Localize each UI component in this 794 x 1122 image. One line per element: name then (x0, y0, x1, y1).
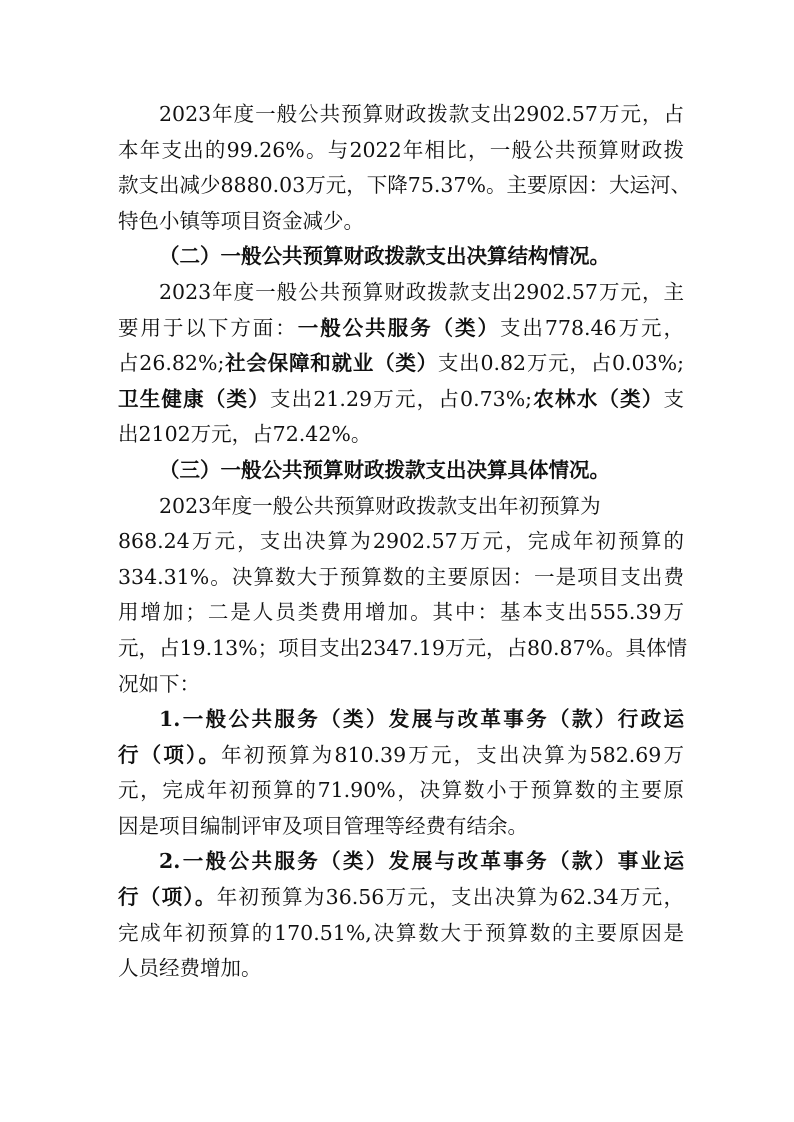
paragraph-2-text: 占26.82%; (118, 351, 225, 376)
paragraph-2-text: 支 (663, 386, 685, 411)
item-1-line-3: 元，完成年初预算的71.90%，决算数小于预算数的主要原 (118, 778, 684, 803)
item-1-text: 年初预算为810.39万元，支出决算为582.69万 (221, 742, 684, 767)
item-2-line-2 (118, 880, 684, 916)
paragraph-3-line-2: 868.24万元，支出决算为2902.57万元，完成年初预算的 (118, 529, 684, 554)
paragraph-3-line-1: 2023年度一般公共预算财政拨款支出年初预算为 (159, 493, 601, 518)
document-body (118, 97, 691, 987)
item-1-title-line-1: 1.一般公共服务（类）发展与改革事务（款）行政运 (159, 707, 684, 732)
item-1-line-4: 因是项目编制评审及项目管理等经费有结余。 (118, 813, 528, 838)
paragraph-2-line-1: 2023年度一般公共预算财政拨款支出2902.57万元，主 (159, 279, 684, 304)
item-1-line-2 (118, 738, 684, 774)
section-heading-3: （三）一般公共预算财政拨款支出决算具体情况。 (159, 457, 610, 482)
paragraph-2-text: 支出0.82万元，占0.03%; (437, 351, 684, 376)
item-2-line-4: 人员经费增加。 (118, 956, 262, 981)
paragraph-3-line-4: 用增加；二是人员类费用增加。其中：基本支出555.39万 (118, 600, 684, 625)
paragraph-2-text: 支出21.29万元，占0.73%; (269, 386, 533, 411)
paragraph-2-text: 支出778.46万元， (499, 315, 685, 340)
paragraph-1-line-3: 款支出减少8880.03万元，下降75.37%。主要原因：大运河、 (118, 173, 691, 198)
paragraph-2-line-2 (118, 311, 684, 347)
category-general-public-services: 一般公共服务（类） (297, 315, 500, 340)
paragraph-1-line-4: 特色小镇等项目资金减少。 (118, 208, 364, 233)
item-2-line-3: 完成年初预算的170.51%,决算数大于预算数的主要原因是 (118, 920, 684, 945)
category-health: 卫生健康（类） (118, 386, 270, 411)
paragraph-2-line-3 (118, 346, 684, 382)
section-heading-2: （二）一般公共预算财政拨款支出决算结构情况。 (159, 244, 610, 269)
category-social-security: 社会保障和就业（类） (224, 351, 438, 376)
paragraph-1-line-1: 2023年度一般公共预算财政拨款支出2902.57万元，占 (159, 102, 684, 126)
category-agriculture: 农林水（类） (532, 386, 664, 411)
paragraph-3-line-3: 334.31%。决算数大于预算数的主要原因：一是项目支出费 (118, 564, 684, 589)
item-2-title-line-2: 行（项）。 (118, 885, 217, 910)
paragraph-1-line-2: 本年支出的99.26%。与2022年相比，一般公共预算财政拨 (118, 137, 684, 162)
item-2-text: 年初预算为36.56万元，支出决算为62.34万元， (216, 885, 685, 910)
paragraph-3-line-6: 况如下： (118, 671, 200, 696)
paragraph-2-text: 要用于以下方面： (118, 315, 298, 340)
paragraph-2-line-4 (118, 382, 684, 418)
item-1-title-line-2: 行（项）。 (118, 742, 222, 767)
item-2-title-line-1: 2.一般公共服务（类）发展与改革事务（款）事业运 (159, 849, 684, 874)
paragraph-3-line-5: 元，占19.13%；项目支出2347.19万元，占80.87%。具体情 (118, 635, 688, 660)
paragraph-2-line-5: 出2102万元，占72.42%。 (118, 422, 372, 447)
